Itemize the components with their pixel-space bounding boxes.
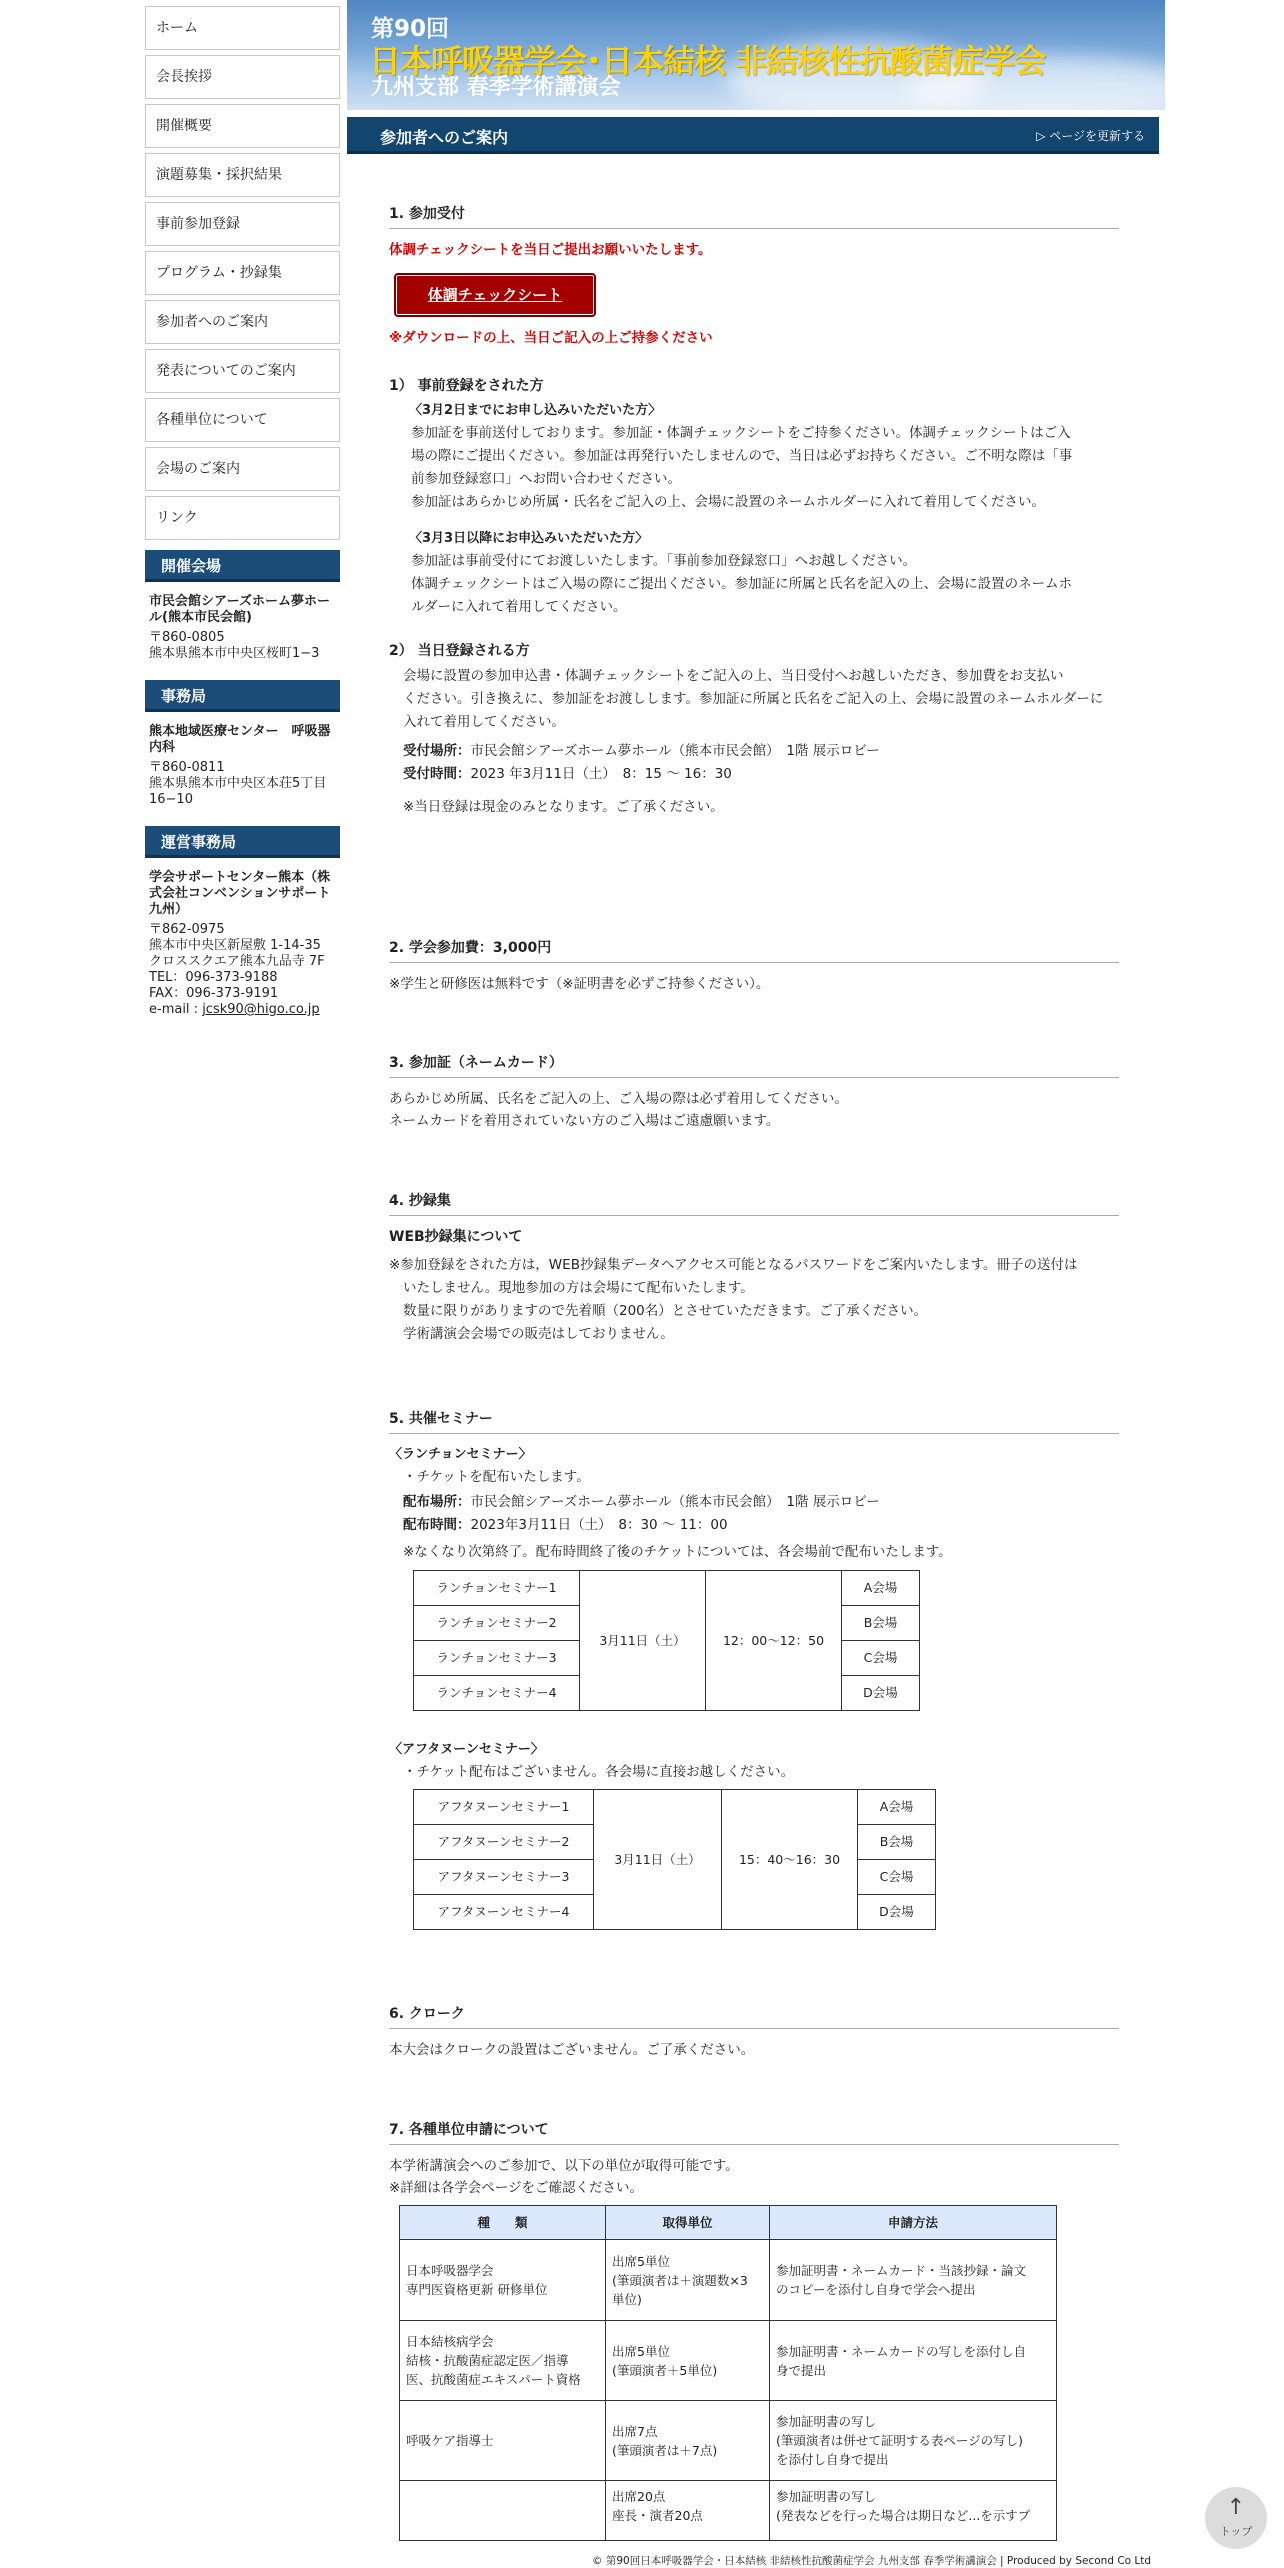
back-to-top-label: トップ: [1219, 2525, 1253, 2538]
nav-program[interactable]: プログラム・抄録集: [145, 251, 340, 295]
health-check-notice: 体調チェックシートを当日ご提出お願いいたします。: [389, 242, 712, 258]
section-heading: 1. 参加受付: [389, 203, 1119, 229]
table-row: アフタヌーンセミナー3 C会場: [414, 1860, 936, 1895]
text-line: 参加証は事前受付にてお渡しいたします。「事前参加登録窓口」へお越しください。: [411, 553, 917, 569]
text-line: あらかじめ所属、氏名をご記入の上、ご入場の際は必ず着用してください。: [389, 1091, 848, 1107]
section-seminars: [389, 1408, 1119, 1930]
table-row: 呼吸ケア指導士 出席7点 (筆頭演者は＋7点) 参加証明書の写し (筆頭演者は併せて証明する表ページの写し) を添付し自身で提出: [400, 2401, 1057, 2481]
lunch-table: [413, 1570, 920, 1711]
pre-a-title: 〈3月2日までにお申し込みいただいた方〉: [409, 403, 662, 418]
health-check-sheet-button[interactable]: 体調チェックシート: [394, 273, 596, 317]
page-title-bar: [347, 117, 1159, 154]
header-banner: [347, 0, 1165, 110]
text-line: 会場に設置の参加申込書・体調チェックシートをご記入の上、当日受付へお越しいただき、参加費をお支払い: [403, 668, 1064, 684]
afternoon-title: 〈アフタヌーンセミナー〉: [389, 1742, 544, 1757]
text-line: ルダーに入れて着用してください。: [411, 599, 627, 615]
section-namecard: [389, 1052, 1119, 1132]
refresh-link[interactable]: ▷ ページを更新する: [1036, 129, 1145, 143]
nav-links[interactable]: リンク: [145, 496, 340, 540]
section-cloak: [389, 2003, 1119, 2061]
ops-email-label: e-mail :: [149, 1002, 203, 1017]
text-line: ※詳細は各学会ページをご確認ください。: [389, 2180, 644, 2196]
afternoon-ticket-note: ・チケット配布はございません。各会場に直接お越しください。: [403, 1764, 795, 1780]
section-heading: 4. 抄録集: [389, 1190, 1119, 1216]
ops-line: 熊本市中央区新屋敷 1-14-35: [149, 938, 321, 953]
ops-email-row: [149, 1002, 337, 1018]
section-heading: 2. 学会参加費：3,000円: [389, 937, 1119, 963]
table-row: ランチョンセミナー2 B会場: [414, 1606, 920, 1641]
venue-line: 熊本県熊本市中央区桜町1−3: [149, 646, 320, 661]
back-to-top-button[interactable]: [1205, 2487, 1267, 2549]
ops-heading: 運営事務局: [145, 826, 340, 858]
section-heading: 5. 共催セミナー: [389, 1408, 1119, 1434]
text-line: 学術講演会会場での販売はしておりません。: [403, 1326, 674, 1342]
section-credits: [389, 2119, 1119, 2541]
credits-table: [399, 2205, 1057, 2541]
office-line: 〒860-0811: [149, 760, 225, 775]
banner-edition: 第90回: [371, 16, 450, 42]
section-heading: 6. クローク: [389, 2003, 1119, 2029]
table-row: ランチョンセミナー4 D会場: [414, 1676, 920, 1711]
sidebar-nav: [145, 6, 340, 540]
text-line: 入れて着用してください。: [403, 714, 565, 730]
ops-box: [145, 858, 340, 1018]
text-line: いたしません。現地参加の方は会場にて配布いたします。: [403, 1280, 754, 1296]
nav-participants[interactable]: 参加者へのご案内: [145, 300, 340, 344]
office-line: 熊本県熊本市中央区本荘5丁目16−10: [149, 776, 327, 807]
table-row: ランチョンセミナー1 3月11日（土） 12：00～12：50 A会場: [414, 1571, 920, 1606]
text-line: ※参加登録をされた方は，WEB抄録集データへアクセス可能となるパスワードをご案内いたします。冊子の送付は: [389, 1257, 1078, 1273]
venue-name: 市民会館シアーズホーム夢ホール(熊本市民会館): [149, 594, 330, 625]
footer-copyright: © 第90回日本呼吸器学会・日本結核 非結核性抗酸菌症学会 九州支部 春季学術講演会 | Produced by Second Co Ltd: [592, 2555, 1152, 2567]
table-row: アフタヌーンセミナー1 3月11日（土） 15：40～16：30 A会場: [414, 1790, 936, 1825]
pre-b-title: 〈3月3日以降にお申込みいただいた方〉: [409, 531, 649, 546]
section-abstracts: [389, 1190, 1119, 1346]
ops-line: クロススクエア熊本九品寺 7F: [149, 954, 325, 969]
section-reception: [389, 203, 1119, 819]
nav-registration[interactable]: 事前参加登録: [145, 202, 340, 246]
ops-name: 学会サポートセンター熊本（株式会社コンベンションサポート九州）: [149, 870, 331, 917]
lunch-note: ※なくなり次第終了。配布時間終了後のチケットについては、各会場前で配布いたします。: [403, 1544, 952, 1560]
nav-greeting[interactable]: 会長挨拶: [145, 55, 340, 99]
lunch-ticket-note: ・チケットを配布いたします。: [403, 1469, 590, 1485]
pre-registered-title: 1） 事前登録をされた方: [389, 378, 544, 394]
nav-home[interactable]: ホーム: [145, 6, 340, 50]
banner-subtitle: 九州支部 春季学術講演会: [371, 75, 621, 100]
office-box: [145, 712, 340, 808]
nav-abstracts[interactable]: 演題募集・採択結果: [145, 153, 340, 197]
dist-time: 配布時間：2023年3月11日（土） 8：30 ～ 11：00: [403, 1517, 728, 1533]
table-row: アフタヌーンセミナー2 B会場: [414, 1825, 936, 1860]
dist-place: 配布場所：市民会館シアーズホーム夢ホール（熊本市民会館） 1階 展示ロビー: [403, 1494, 880, 1510]
table-row: 日本呼吸器学会 専門医資格更新 研修単位 出席5単位 (筆頭演者は＋演題数×3 単位) 参加証明書・ネームカード・当該抄録・論文 のコピーを添付し自身で学会へ提出: [400, 2240, 1057, 2321]
afternoon-table: [413, 1789, 936, 1930]
table-row: 日本結核病学会 結核・抗酸菌症認定医／指導 医、抗酸菌症エキスパート資格 出席5単位 (筆頭演者＋5単位) 参加証明書・ネームカードの写しを添付し自 身で提出: [400, 2321, 1057, 2401]
section-fee: [389, 937, 1119, 995]
same-day-title: 2） 当日登録される方: [389, 643, 530, 659]
section-heading: 3. 参加証（ネームカード）: [389, 1052, 1119, 1078]
sidebar: [145, 0, 340, 1018]
section-heading: 7. 各種単位申請について: [389, 2119, 1119, 2145]
venue-heading: 開催会場: [145, 550, 340, 582]
page-title: 参加者へのご案内: [380, 128, 509, 147]
ops-line: FAX：096-373-9191: [149, 986, 279, 1001]
text-line: 前参加登録窓口」へお問い合わせください。: [411, 471, 681, 487]
office-name: 熊本地域医療センター 呼吸器内科: [149, 724, 331, 755]
reception-time: 受付時間：2023 年3月11日（土） 8：15 ～ 16：30: [403, 766, 732, 782]
reception-place: 受付場所：市民会館シアーズホーム夢ホール（熊本市民会館） 1階 展示ロビー: [403, 743, 880, 759]
cloak-note: 本大会はクロークの設置はございません。ご了承ください。: [389, 2042, 755, 2058]
venue-box: [145, 582, 340, 662]
web-abstract-title: WEB抄録集について: [389, 1229, 523, 1245]
cash-note: ※当日登録は現金のみとなります。ご了承ください。: [403, 799, 724, 815]
nav-overview[interactable]: 開催概要: [145, 104, 340, 148]
text-line: 本学術講演会へのご参加で、以下の単位が取得可能です。: [389, 2158, 739, 2174]
venue-line: 〒860-0805: [149, 630, 225, 645]
download-note: ※ダウンロードの上、当日ご記入の上ご持参ください: [389, 330, 713, 346]
nav-credits[interactable]: 各種単位について: [145, 398, 340, 442]
text-line: ください。引き換えに、参加証をお渡しします。参加証に所属と氏名をご記入の上、会場に設置のネームホルダーに: [403, 691, 1104, 707]
banner-title: 日本呼吸器学会･日本結核 非結核性抗酸菌症学会: [369, 42, 1046, 80]
table-row: アフタヌーンセミナー4 D会場: [414, 1895, 936, 1930]
text-line: ネームカードを着用されていない方のご入場はご遠慮願います。: [389, 1113, 780, 1129]
text-line: 場の際にご提出ください。参加証は再発行いたしませんので、当日は必ずお持ちください。ご不明な際は「事: [411, 448, 1073, 464]
text-line: 参加証を事前送付しております。参加証・体調チェックシートをご持参ください。体調チェックシートはご入: [411, 425, 1071, 441]
text-line: 数量に限りがありますので先着順（200名）とさせていただきます。ご了承ください。: [403, 1303, 928, 1319]
table-header-row: 種 類 取得単位 申請方法: [400, 2206, 1057, 2240]
fee-note: ※学生と研修医は無料です（※証明書を必ずご持参ください）。: [389, 976, 770, 992]
office-heading: 事務局: [145, 680, 340, 712]
ops-line: 〒862-0975: [149, 922, 225, 937]
nav-presenters[interactable]: 発表についてのご案内: [145, 349, 340, 393]
lunch-title: 〈ランチョンセミナー〉: [389, 1447, 532, 1462]
ops-email-link[interactable]: jcsk90@higo.co.jp: [202, 1002, 320, 1017]
nav-venue[interactable]: 会場のご案内: [145, 447, 340, 491]
text-line: 参加証はあらかじめ所属・氏名をご記入の上、会場に設置のネームホルダーに入れて着用してください。: [411, 494, 1045, 510]
table-row: ランチョンセミナー3 C会場: [414, 1641, 920, 1676]
ops-line: TEL：096-373-9188: [149, 970, 278, 985]
text-line: 体調チェックシートはご入場の際にご提出ください。参加証に所属と氏名を記入の上、会場に設置のネームホ: [411, 576, 1073, 592]
arrow-up-icon: ↑: [1226, 2495, 1246, 2520]
table-row: 出席20点 座長・演者20点 参加証明書の写し (発表などを行った場合は期日など...を示すプ: [400, 2481, 1057, 2541]
